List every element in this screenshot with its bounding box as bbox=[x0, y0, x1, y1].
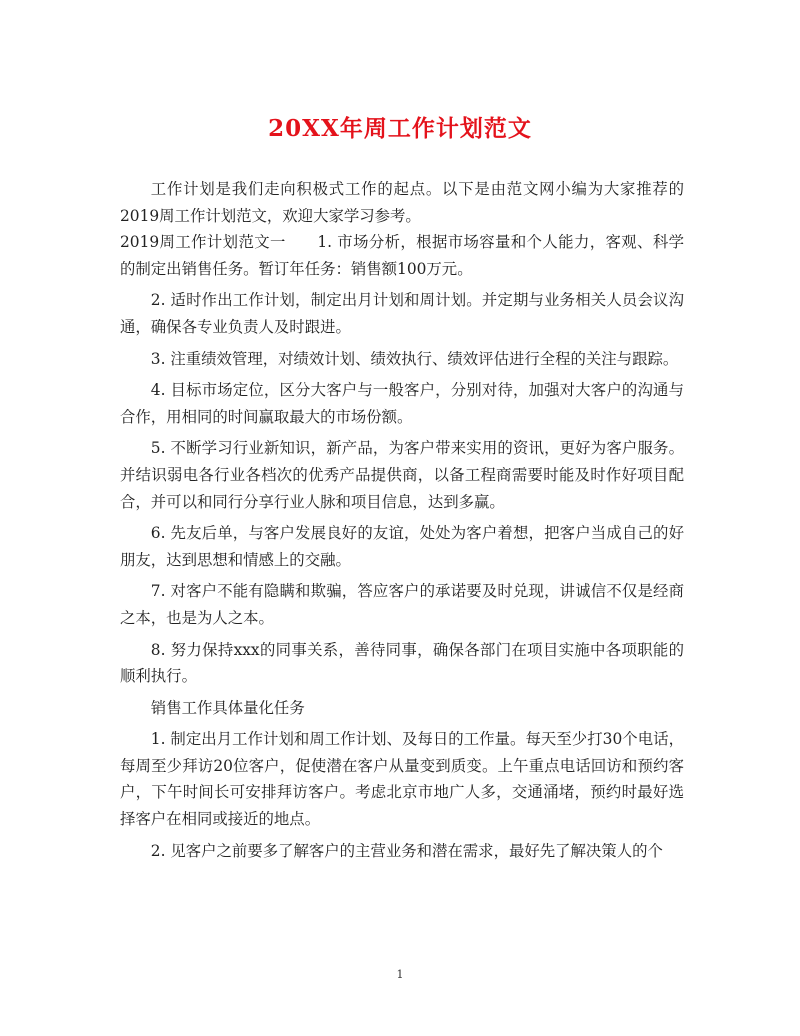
plan-item-2-paragraph: 2. 适时作出工作计划，制定出月计划和周计划。并定期与业务相关人员会议沟通，确保各专业负责人及时跟进。 bbox=[120, 291, 684, 336]
section-heading: 销售工作具体量化任务 bbox=[150, 698, 305, 717]
plan-item-6-paragraph: 6. 先友后单，与客户发展良好的友谊，处处为客户着想，把客户当成自己的好朋友，达到思想和情感上的交融。 bbox=[120, 524, 684, 569]
document-body bbox=[120, 176, 684, 864]
plan-item-7-paragraph: 7. 对客户不能有隐瞒和欺骗，答应客户的承诺要及时兑现，讲诚信不仅是经商之本，也是为人之本。 bbox=[120, 582, 684, 627]
plan-item-4-paragraph: 4. 目标市场定位，区分大客户与一般客户，分别对待，加强对大客户的沟通与合作，用相同的时间赢取最大的市场份额。 bbox=[120, 381, 684, 426]
document-title: 20XX年周工作计划范文 bbox=[268, 115, 532, 142]
plan-item-3-paragraph: 3. 注重绩效管理，对绩效计划、绩效执行、绩效评估进行全程的关注与跟踪。 bbox=[150, 349, 679, 368]
plan-item-8-paragraph: 8. 努力保持xxx的同事关系，善待同事，确保各部门在项目实施中各项职能的顺利执行。 bbox=[120, 640, 684, 686]
task-item-2-paragraph: 2. 见客户之前要多了解客户的主营业务和潜在需求，最好先了解决策人的个 bbox=[150, 841, 663, 860]
task-item-1-paragraph: 1. 制定出月工作计划和周工作计划、及每日的工作量。每天至少打30个电话，每周至少拜访20位客户，促使潜在客户从量变到质变。上午重点电话回访和预约客户，下午时间长可安排拜访客户。考虑北京市地广人多，交通涌堵，预约时最好选择客户在相同或接近的地点。 bbox=[120, 730, 684, 829]
plan-item-1-paragraph: 2019周工作计划范文一 1. 市场分析，根据市场容量和个人能力，客观、科学的制定出销售任务。暂订年任务：销售额100万元。 bbox=[120, 233, 684, 278]
intro-paragraph: 工作计划是我们走向积极式工作的起点。以下是由范文网小编为大家推荐的2019周工作计划范文，欢迎大家学习参考。 bbox=[120, 180, 684, 225]
page-number: 1 bbox=[396, 968, 404, 981]
plan-item-5-paragraph: 5. 不断学习行业新知识，新产品，为客户带来实用的资讯，更好为客户服务。并结识弱电各行业各档次的优秀产品提供商，以备工程商需要时能及时作好项目配合，并可以和同行分享行业人脉和项目信息，达到多赢。 bbox=[120, 439, 684, 511]
